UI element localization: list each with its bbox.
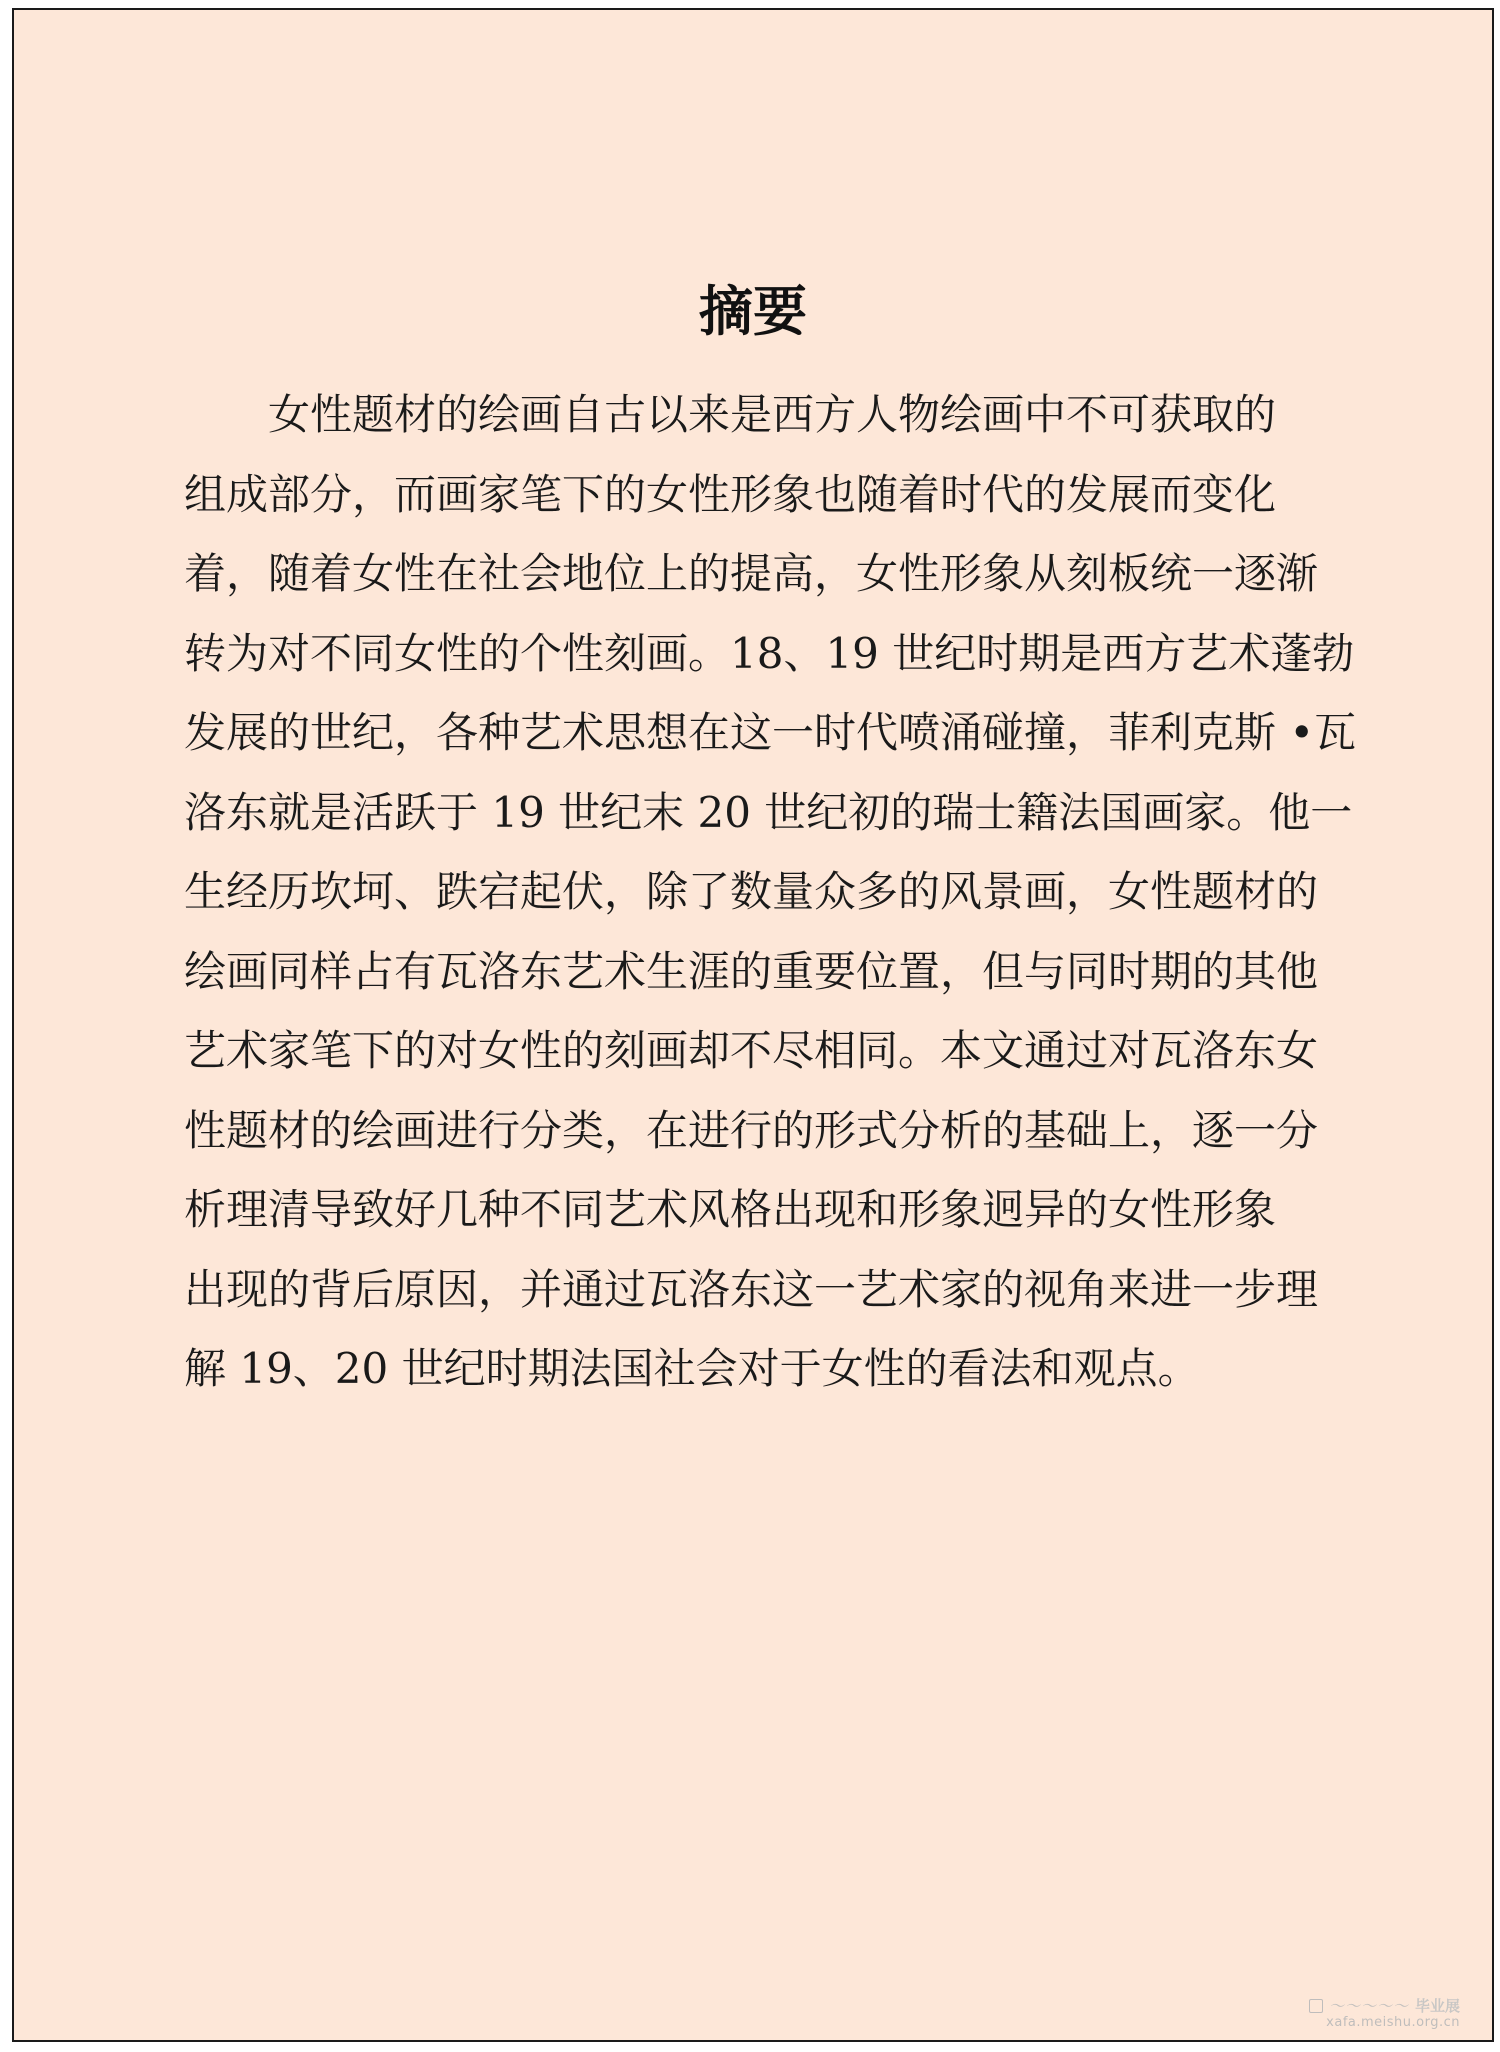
paragraph-line: 生经历坎坷、跌宕起伏，除了数量众多的风景画，女性题材的 [184, 867, 1319, 916]
school-logo-icon [1309, 1999, 1323, 2013]
paragraph-line: 绘画同样占有瓦洛东艺术生涯的重要位置，但与同时期的其他 [184, 946, 1319, 996]
site-watermark [1309, 1997, 1460, 2030]
paragraph-line: 发展的世纪，各种艺术思想在这一时代喷涌碰撞，菲利克斯 •瓦 [184, 708, 1357, 757]
abstract-paragraph [184, 375, 1364, 1409]
abstract-title: 摘要 [699, 280, 807, 343]
paragraph-line: 组成部分，而画家笔下的女性形象也随着时代的发展而变化 [184, 469, 1277, 519]
paragraph-line: 性题材的绘画进行分类，在进行的形式分析的基础上，逐一分 [184, 1105, 1319, 1155]
paragraph-line: 出现的背后原因，并通过瓦洛东这一艺术家的视角来进一步理 [184, 1264, 1319, 1314]
paragraph-line: 艺术家笔下的对女性的刻画却不尽相同。本文通过对瓦洛东女 [184, 1026, 1319, 1075]
paragraph-line: 女性题材的绘画自古以来是西方人物绘画中不可获取的 [268, 390, 1277, 439]
paragraph-line: 转为对不同女性的个性刻画。18、19 世纪时期是西方艺术蓬勃 [184, 628, 1355, 678]
document-page [12, 8, 1494, 2042]
watermark-header [1309, 1997, 1460, 2015]
paragraph-line: 洛东就是活跃于 19 世纪末 20 世纪初的瑞士籍法国画家。他一 [184, 787, 1353, 837]
paragraph-line: 着，随着女性在社会地位上的提高，女性形象从刻板统一逐渐 [184, 549, 1319, 598]
watermark-url: xafa.meishu.org.cn [1326, 2015, 1460, 2030]
watermark-calligraphy: 〜〜〜〜〜 [1328, 1997, 1409, 2015]
paragraph-line: 析理清导致好几种不同艺术风格出现和形象迥异的女性形象 [184, 1185, 1277, 1234]
paragraph-line: 解 19、20 世纪时期法国社会对于女性的看法和观点。 [184, 1344, 1200, 1393]
watermark-label: 毕业展 [1414, 1997, 1460, 2015]
